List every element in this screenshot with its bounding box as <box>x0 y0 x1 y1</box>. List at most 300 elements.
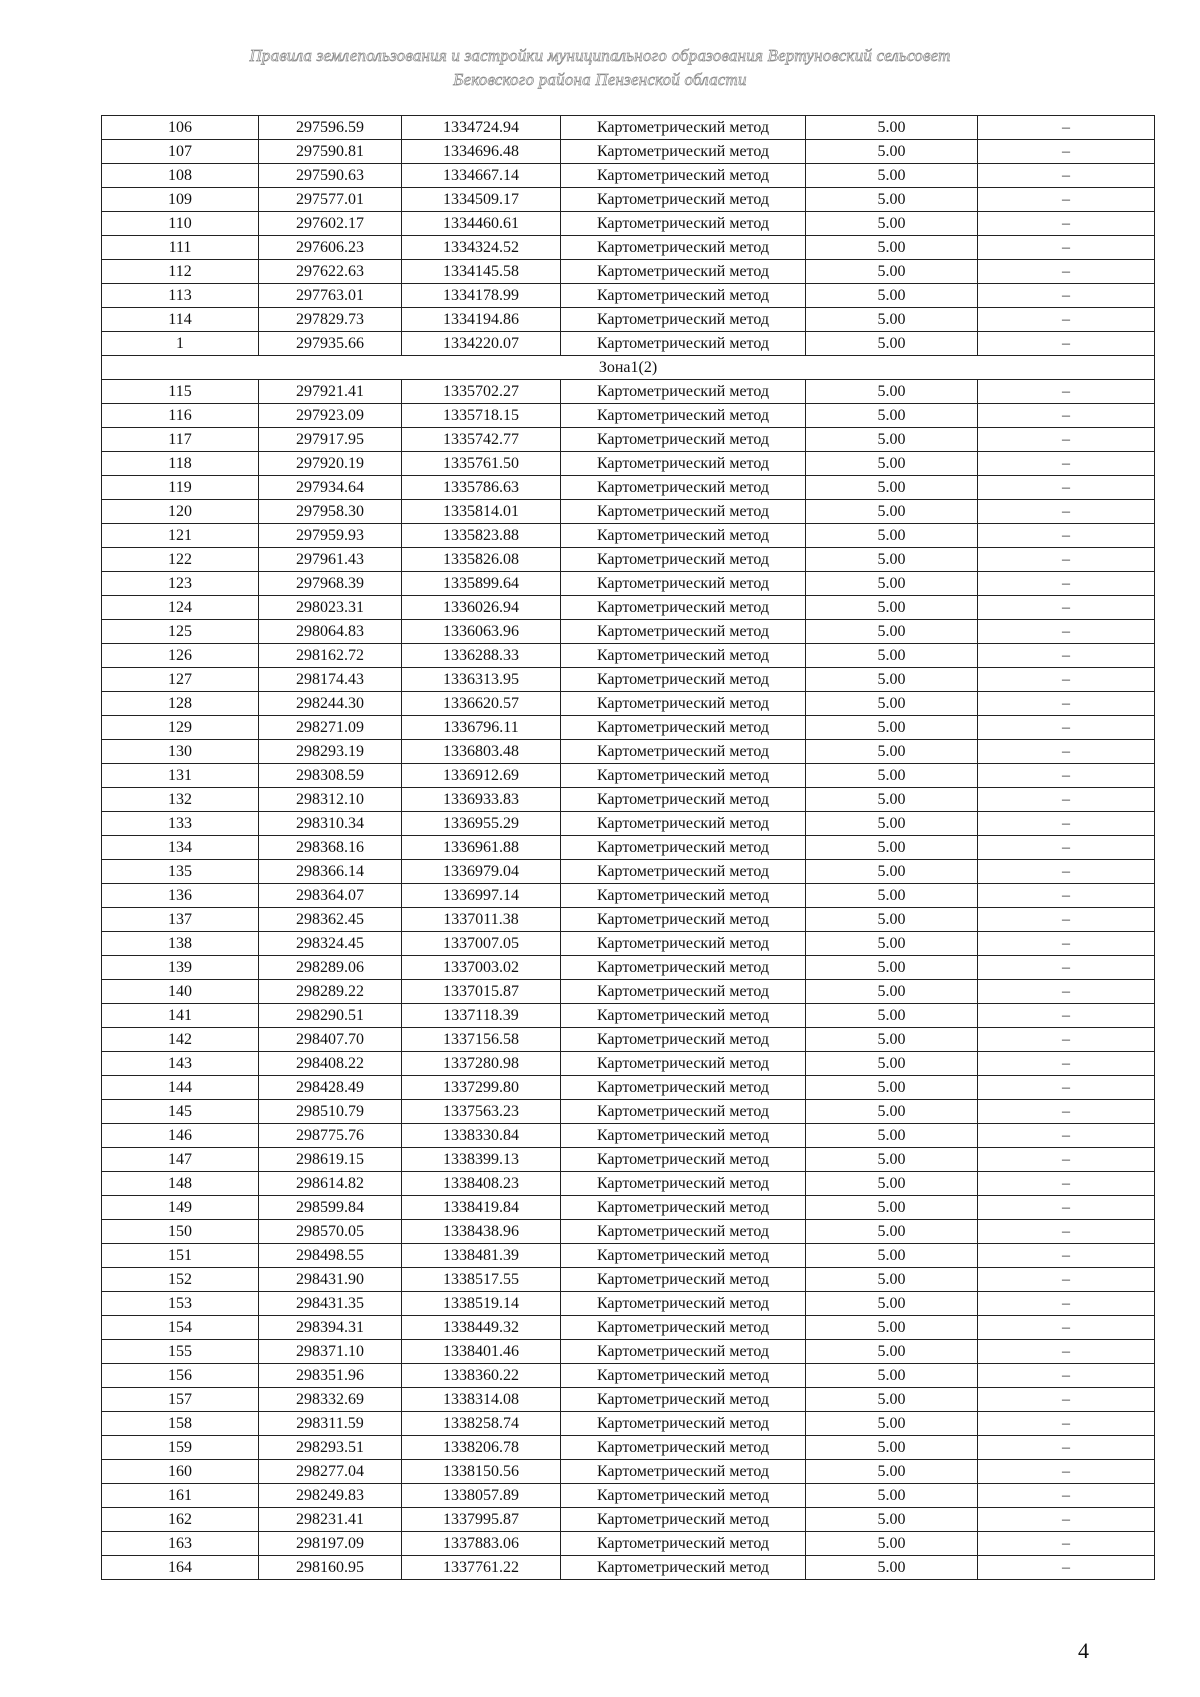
table-row <box>102 572 1155 596</box>
y-coordinate-cell: 1336620.57 <box>402 692 561 716</box>
table-row <box>102 404 1155 428</box>
y-coordinate-cell: 1338517.55 <box>402 1268 561 1292</box>
y-coordinate-cell: 1338150.56 <box>402 1460 561 1484</box>
accuracy-cell: 5.00 <box>806 236 978 260</box>
note-cell: – <box>978 980 1155 1004</box>
x-coordinate-cell: 297920.19 <box>259 452 402 476</box>
note-cell: – <box>978 620 1155 644</box>
table-row <box>102 1172 1155 1196</box>
table-row <box>102 1556 1155 1580</box>
y-coordinate-cell: 1336313.95 <box>402 668 561 692</box>
method-cell: Картометрический метод <box>561 1436 806 1460</box>
method-cell: Картометрический метод <box>561 1316 806 1340</box>
x-coordinate-cell: 298277.04 <box>259 1460 402 1484</box>
header-line-1: Правила землепользования и застройки муниципального образования Вертуновский сельсовет <box>249 46 951 65</box>
method-cell: Картометрический метод <box>561 740 806 764</box>
y-coordinate-cell: 1335702.27 <box>402 380 561 404</box>
y-coordinate-cell: 1335899.64 <box>402 572 561 596</box>
x-coordinate-cell: 297606.23 <box>259 236 402 260</box>
x-coordinate-cell: 297935.66 <box>259 332 402 356</box>
y-coordinate-cell: 1334194.86 <box>402 308 561 332</box>
x-coordinate-cell: 297968.39 <box>259 572 402 596</box>
x-coordinate-cell: 298312.10 <box>259 788 402 812</box>
note-cell: – <box>978 164 1155 188</box>
note-cell: – <box>978 116 1155 140</box>
point-number-cell: 107 <box>102 140 259 164</box>
method-cell: Картометрический метод <box>561 1508 806 1532</box>
x-coordinate-cell: 298428.49 <box>259 1076 402 1100</box>
method-cell: Картометрический метод <box>561 1268 806 1292</box>
point-number-cell: 121 <box>102 524 259 548</box>
y-coordinate-cell: 1334696.48 <box>402 140 561 164</box>
method-cell: Картометрический метод <box>561 1244 806 1268</box>
accuracy-cell: 5.00 <box>806 860 978 884</box>
note-cell: – <box>978 1388 1155 1412</box>
x-coordinate-cell: 298023.31 <box>259 596 402 620</box>
note-cell: – <box>978 404 1155 428</box>
table-row <box>102 836 1155 860</box>
note-cell: – <box>978 812 1155 836</box>
table-row <box>102 164 1155 188</box>
x-coordinate-cell: 298431.35 <box>259 1292 402 1316</box>
accuracy-cell: 5.00 <box>806 260 978 284</box>
x-coordinate-cell: 297622.63 <box>259 260 402 284</box>
point-number-cell: 118 <box>102 452 259 476</box>
note-cell: – <box>978 1220 1155 1244</box>
x-coordinate-cell: 298249.83 <box>259 1484 402 1508</box>
accuracy-cell: 5.00 <box>806 1556 978 1580</box>
table-section-b <box>102 380 1155 1580</box>
method-cell: Картометрический метод <box>561 260 806 284</box>
x-coordinate-cell: 298362.45 <box>259 908 402 932</box>
note-cell: – <box>978 1340 1155 1364</box>
note-cell: – <box>978 716 1155 740</box>
point-number-cell: 138 <box>102 932 259 956</box>
note-cell: – <box>978 1196 1155 1220</box>
x-coordinate-cell: 298231.41 <box>259 1508 402 1532</box>
y-coordinate-cell: 1338519.14 <box>402 1292 561 1316</box>
y-coordinate-cell: 1335826.08 <box>402 548 561 572</box>
method-cell: Картометрический метод <box>561 1052 806 1076</box>
x-coordinate-cell: 298290.51 <box>259 1004 402 1028</box>
accuracy-cell: 5.00 <box>806 1508 978 1532</box>
accuracy-cell: 5.00 <box>806 908 978 932</box>
note-cell: – <box>978 1148 1155 1172</box>
note-cell: – <box>978 1412 1155 1436</box>
note-cell: – <box>978 668 1155 692</box>
accuracy-cell: 5.00 <box>806 788 978 812</box>
point-number-cell: 157 <box>102 1388 259 1412</box>
note-cell: – <box>978 260 1155 284</box>
accuracy-cell: 5.00 <box>806 524 978 548</box>
y-coordinate-cell: 1337995.87 <box>402 1508 561 1532</box>
y-coordinate-cell: 1336961.88 <box>402 836 561 860</box>
accuracy-cell: 5.00 <box>806 1028 978 1052</box>
method-cell: Картометрический метод <box>561 836 806 860</box>
method-cell: Картометрический метод <box>561 1100 806 1124</box>
x-coordinate-cell: 298174.43 <box>259 668 402 692</box>
y-coordinate-cell: 1336026.94 <box>402 596 561 620</box>
point-number-cell: 164 <box>102 1556 259 1580</box>
table-row <box>102 452 1155 476</box>
method-cell: Картометрический метод <box>561 116 806 140</box>
method-cell: Картометрический метод <box>561 1004 806 1028</box>
note-cell: – <box>978 476 1155 500</box>
table-row <box>102 1508 1155 1532</box>
x-coordinate-cell: 297958.30 <box>259 500 402 524</box>
point-number-cell: 120 <box>102 500 259 524</box>
method-cell: Картометрический метод <box>561 1412 806 1436</box>
point-number-cell: 161 <box>102 1484 259 1508</box>
point-number-cell: 140 <box>102 980 259 1004</box>
x-coordinate-cell: 297959.93 <box>259 524 402 548</box>
accuracy-cell: 5.00 <box>806 1316 978 1340</box>
x-coordinate-cell: 297596.59 <box>259 116 402 140</box>
note-cell: – <box>978 1268 1155 1292</box>
table-row <box>102 308 1155 332</box>
note-cell: – <box>978 308 1155 332</box>
y-coordinate-cell: 1337118.39 <box>402 1004 561 1028</box>
x-coordinate-cell: 297577.01 <box>259 188 402 212</box>
accuracy-cell: 5.00 <box>806 1340 978 1364</box>
point-number-cell: 141 <box>102 1004 259 1028</box>
y-coordinate-cell: 1335742.77 <box>402 428 561 452</box>
method-cell: Картометрический метод <box>561 764 806 788</box>
header-line-2: Бековского района Пензенской области <box>453 70 747 89</box>
y-coordinate-cell: 1338399.13 <box>402 1148 561 1172</box>
table-row <box>102 260 1155 284</box>
y-coordinate-cell: 1336288.33 <box>402 644 561 668</box>
table-row <box>102 236 1155 260</box>
table-row <box>102 116 1155 140</box>
table-row <box>102 1196 1155 1220</box>
accuracy-cell: 5.00 <box>806 404 978 428</box>
table-row <box>102 1340 1155 1364</box>
point-number-cell: 132 <box>102 788 259 812</box>
coordinates-table <box>101 115 1155 1580</box>
page-number: 4 <box>1078 1638 1089 1663</box>
method-cell: Картометрический метод <box>561 284 806 308</box>
point-number-cell: 110 <box>102 212 259 236</box>
table-row <box>102 692 1155 716</box>
y-coordinate-cell: 1337761.22 <box>402 1556 561 1580</box>
y-coordinate-cell: 1337299.80 <box>402 1076 561 1100</box>
method-cell: Картометрический метод <box>561 1148 806 1172</box>
table-row <box>102 1412 1155 1436</box>
accuracy-cell: 5.00 <box>806 1268 978 1292</box>
table-row <box>102 620 1155 644</box>
accuracy-cell: 5.00 <box>806 1532 978 1556</box>
table-row <box>102 740 1155 764</box>
x-coordinate-cell: 297923.09 <box>259 404 402 428</box>
method-cell: Картометрический метод <box>561 644 806 668</box>
x-coordinate-cell: 297921.41 <box>259 380 402 404</box>
table-row <box>102 1532 1155 1556</box>
point-number-cell: 134 <box>102 836 259 860</box>
x-coordinate-cell: 298332.69 <box>259 1388 402 1412</box>
point-number-cell: 158 <box>102 1412 259 1436</box>
table-row <box>102 212 1155 236</box>
method-cell: Картометрический метод <box>561 428 806 452</box>
zone-section <box>102 356 1155 380</box>
method-cell: Картометрический метод <box>561 332 806 356</box>
x-coordinate-cell: 297917.95 <box>259 428 402 452</box>
point-number-cell: 126 <box>102 644 259 668</box>
note-cell: – <box>978 140 1155 164</box>
zone-label: Зона1(2) <box>102 356 1155 380</box>
y-coordinate-cell: 1335823.88 <box>402 524 561 548</box>
x-coordinate-cell: 297590.63 <box>259 164 402 188</box>
note-cell: – <box>978 1316 1155 1340</box>
table-row <box>102 500 1155 524</box>
accuracy-cell: 5.00 <box>806 1412 978 1436</box>
table-row <box>102 1124 1155 1148</box>
y-coordinate-cell: 1338481.39 <box>402 1244 561 1268</box>
point-number-cell: 125 <box>102 620 259 644</box>
table-row <box>102 1004 1155 1028</box>
note-cell: – <box>978 212 1155 236</box>
point-number-cell: 115 <box>102 380 259 404</box>
method-cell: Картометрический метод <box>561 1340 806 1364</box>
y-coordinate-cell: 1336796.11 <box>402 716 561 740</box>
point-number-cell: 156 <box>102 1364 259 1388</box>
table-row <box>102 332 1155 356</box>
accuracy-cell: 5.00 <box>806 1364 978 1388</box>
x-coordinate-cell: 298162.72 <box>259 644 402 668</box>
point-number-cell: 144 <box>102 1076 259 1100</box>
table-row <box>102 188 1155 212</box>
method-cell: Картометрический метод <box>561 1484 806 1508</box>
x-coordinate-cell: 298293.19 <box>259 740 402 764</box>
x-coordinate-cell: 298510.79 <box>259 1100 402 1124</box>
accuracy-cell: 5.00 <box>806 452 978 476</box>
table-row <box>102 1244 1155 1268</box>
method-cell: Картометрический метод <box>561 236 806 260</box>
method-cell: Картометрический метод <box>561 596 806 620</box>
accuracy-cell: 5.00 <box>806 692 978 716</box>
method-cell: Картометрический метод <box>561 140 806 164</box>
method-cell: Картометрический метод <box>561 980 806 1004</box>
x-coordinate-cell: 298619.15 <box>259 1148 402 1172</box>
note-cell: – <box>978 644 1155 668</box>
accuracy-cell: 5.00 <box>806 116 978 140</box>
note-cell: – <box>978 1436 1155 1460</box>
method-cell: Картометрический метод <box>561 1172 806 1196</box>
table-row <box>102 380 1155 404</box>
x-coordinate-cell: 298394.31 <box>259 1316 402 1340</box>
y-coordinate-cell: 1338057.89 <box>402 1484 561 1508</box>
method-cell: Картометрический метод <box>561 476 806 500</box>
table-row <box>102 428 1155 452</box>
y-coordinate-cell: 1335761.50 <box>402 452 561 476</box>
y-coordinate-cell: 1334667.14 <box>402 164 561 188</box>
table-row <box>102 980 1155 1004</box>
table-row <box>102 1484 1155 1508</box>
accuracy-cell: 5.00 <box>806 548 978 572</box>
x-coordinate-cell: 298368.16 <box>259 836 402 860</box>
y-coordinate-cell: 1337883.06 <box>402 1532 561 1556</box>
y-coordinate-cell: 1334178.99 <box>402 284 561 308</box>
note-cell: – <box>978 1004 1155 1028</box>
x-coordinate-cell: 298289.22 <box>259 980 402 1004</box>
point-number-cell: 143 <box>102 1052 259 1076</box>
note-cell: – <box>978 332 1155 356</box>
x-coordinate-cell: 298364.07 <box>259 884 402 908</box>
method-cell: Картометрический метод <box>561 212 806 236</box>
accuracy-cell: 5.00 <box>806 716 978 740</box>
accuracy-cell: 5.00 <box>806 572 978 596</box>
y-coordinate-cell: 1337563.23 <box>402 1100 561 1124</box>
point-number-cell: 129 <box>102 716 259 740</box>
y-coordinate-cell: 1334324.52 <box>402 236 561 260</box>
point-number-cell: 1 <box>102 332 259 356</box>
table-row <box>102 1052 1155 1076</box>
method-cell: Картометрический метод <box>561 500 806 524</box>
table-row <box>102 476 1155 500</box>
accuracy-cell: 5.00 <box>806 476 978 500</box>
accuracy-cell: 5.00 <box>806 140 978 164</box>
x-coordinate-cell: 298271.09 <box>259 716 402 740</box>
method-cell: Картометрический метод <box>561 572 806 596</box>
x-coordinate-cell: 298366.14 <box>259 860 402 884</box>
accuracy-cell: 5.00 <box>806 836 978 860</box>
x-coordinate-cell: 298160.95 <box>259 1556 402 1580</box>
note-cell: – <box>978 1028 1155 1052</box>
table-row <box>102 1100 1155 1124</box>
note-cell: – <box>978 524 1155 548</box>
method-cell: Картометрический метод <box>561 932 806 956</box>
table-row <box>102 524 1155 548</box>
note-cell: – <box>978 1124 1155 1148</box>
point-number-cell: 145 <box>102 1100 259 1124</box>
y-coordinate-cell: 1335786.63 <box>402 476 561 500</box>
method-cell: Картометрический метод <box>561 308 806 332</box>
accuracy-cell: 5.00 <box>806 1004 978 1028</box>
table-row <box>102 1460 1155 1484</box>
note-cell: – <box>978 452 1155 476</box>
table-section-a <box>102 116 1155 356</box>
accuracy-cell: 5.00 <box>806 1460 978 1484</box>
table-row <box>102 956 1155 980</box>
accuracy-cell: 5.00 <box>806 1172 978 1196</box>
note-cell: – <box>978 1292 1155 1316</box>
method-cell: Картометрический метод <box>561 548 806 572</box>
accuracy-cell: 5.00 <box>806 1052 978 1076</box>
accuracy-cell: 5.00 <box>806 956 978 980</box>
note-cell: – <box>978 1484 1155 1508</box>
point-number-cell: 159 <box>102 1436 259 1460</box>
x-coordinate-cell: 298293.51 <box>259 1436 402 1460</box>
x-coordinate-cell: 297934.64 <box>259 476 402 500</box>
y-coordinate-cell: 1334460.61 <box>402 212 561 236</box>
method-cell: Картометрический метод <box>561 1460 806 1484</box>
point-number-cell: 116 <box>102 404 259 428</box>
point-number-cell: 122 <box>102 548 259 572</box>
method-cell: Картометрический метод <box>561 188 806 212</box>
note-cell: – <box>978 1508 1155 1532</box>
y-coordinate-cell: 1337003.02 <box>402 956 561 980</box>
x-coordinate-cell: 297829.73 <box>259 308 402 332</box>
y-coordinate-cell: 1336933.83 <box>402 788 561 812</box>
table-row <box>102 1028 1155 1052</box>
point-number-cell: 108 <box>102 164 259 188</box>
accuracy-cell: 5.00 <box>806 764 978 788</box>
point-number-cell: 160 <box>102 1460 259 1484</box>
point-number-cell: 147 <box>102 1148 259 1172</box>
method-cell: Картометрический метод <box>561 1292 806 1316</box>
method-cell: Картометрический метод <box>561 1532 806 1556</box>
table-row <box>102 284 1155 308</box>
method-cell: Картометрический метод <box>561 716 806 740</box>
note-cell: – <box>978 1364 1155 1388</box>
accuracy-cell: 5.00 <box>806 884 978 908</box>
note-cell: – <box>978 956 1155 980</box>
note-cell: – <box>978 908 1155 932</box>
y-coordinate-cell: 1337007.05 <box>402 932 561 956</box>
note-cell: – <box>978 1532 1155 1556</box>
accuracy-cell: 5.00 <box>806 212 978 236</box>
accuracy-cell: 5.00 <box>806 284 978 308</box>
x-coordinate-cell: 298408.22 <box>259 1052 402 1076</box>
y-coordinate-cell: 1335718.15 <box>402 404 561 428</box>
y-coordinate-cell: 1334509.17 <box>402 188 561 212</box>
note-cell: – <box>978 788 1155 812</box>
note-cell: – <box>978 836 1155 860</box>
point-number-cell: 119 <box>102 476 259 500</box>
point-number-cell: 153 <box>102 1292 259 1316</box>
point-number-cell: 137 <box>102 908 259 932</box>
table-row <box>102 1220 1155 1244</box>
note-cell: – <box>978 428 1155 452</box>
method-cell: Картометрический метод <box>561 524 806 548</box>
accuracy-cell: 5.00 <box>806 1148 978 1172</box>
point-number-cell: 146 <box>102 1124 259 1148</box>
accuracy-cell: 5.00 <box>806 1220 978 1244</box>
table-row <box>102 548 1155 572</box>
y-coordinate-cell: 1337156.58 <box>402 1028 561 1052</box>
x-coordinate-cell: 298351.96 <box>259 1364 402 1388</box>
point-number-cell: 113 <box>102 284 259 308</box>
table-row <box>102 1148 1155 1172</box>
note-cell: – <box>978 188 1155 212</box>
table-row <box>102 1388 1155 1412</box>
note-cell: – <box>978 860 1155 884</box>
note-cell: – <box>978 932 1155 956</box>
x-coordinate-cell: 297590.81 <box>259 140 402 164</box>
accuracy-cell: 5.00 <box>806 1076 978 1100</box>
point-number-cell: 162 <box>102 1508 259 1532</box>
x-coordinate-cell: 298197.09 <box>259 1532 402 1556</box>
y-coordinate-cell: 1338401.46 <box>402 1340 561 1364</box>
running-header <box>0 44 1200 92</box>
accuracy-cell: 5.00 <box>806 980 978 1004</box>
y-coordinate-cell: 1334724.94 <box>402 116 561 140</box>
table-row <box>102 668 1155 692</box>
method-cell: Картометрический метод <box>561 1388 806 1412</box>
accuracy-cell: 5.00 <box>806 1124 978 1148</box>
table-row <box>102 812 1155 836</box>
note-cell: – <box>978 1052 1155 1076</box>
point-number-cell: 124 <box>102 596 259 620</box>
x-coordinate-cell: 298289.06 <box>259 956 402 980</box>
accuracy-cell: 5.00 <box>806 500 978 524</box>
method-cell: Картометрический метод <box>561 1220 806 1244</box>
table-row <box>102 1076 1155 1100</box>
x-coordinate-cell: 298324.45 <box>259 932 402 956</box>
point-number-cell: 131 <box>102 764 259 788</box>
method-cell: Картометрический метод <box>561 452 806 476</box>
x-coordinate-cell: 298407.70 <box>259 1028 402 1052</box>
